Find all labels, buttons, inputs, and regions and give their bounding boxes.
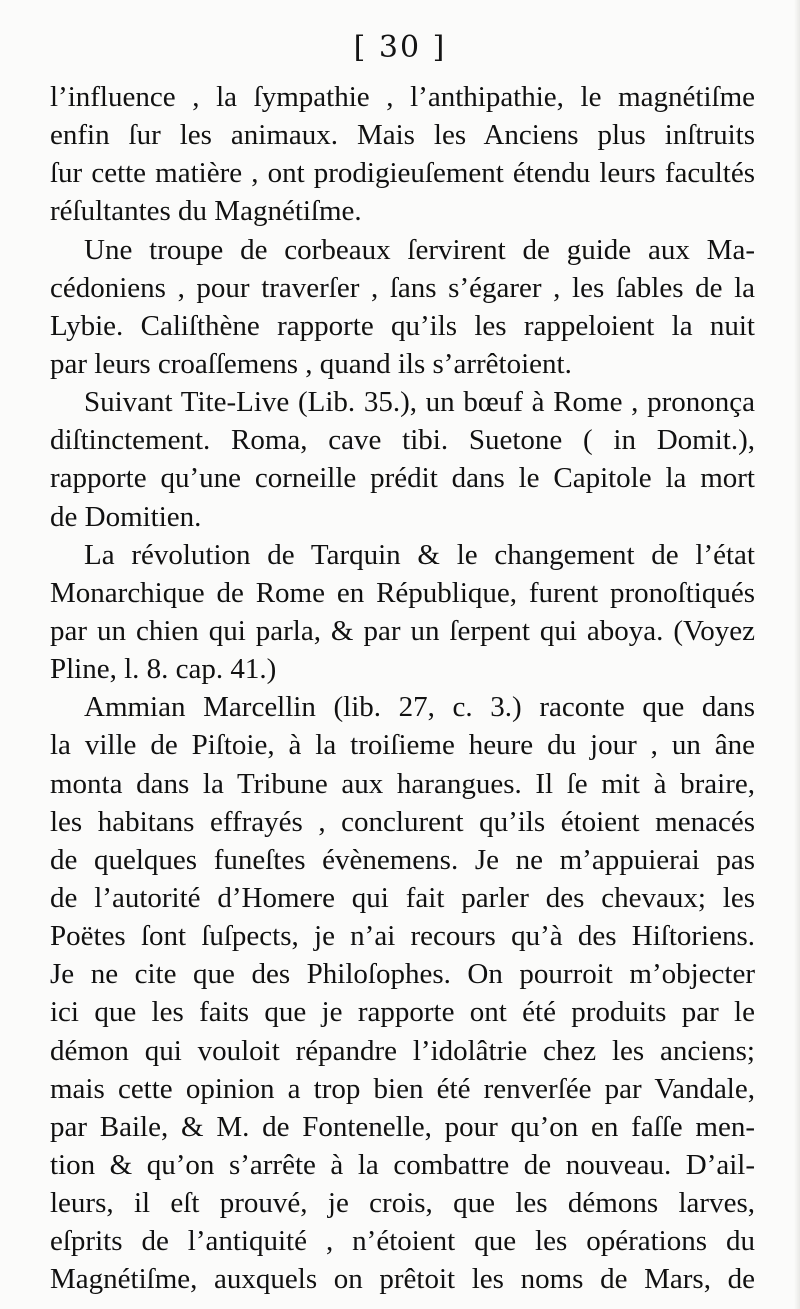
text-line: réſultantes du Magnétiſme. bbox=[50, 195, 362, 228]
text-line: mais cette opinion a trop bien été renverſée par Vandale, bbox=[50, 1072, 755, 1105]
page-number: [ 30 ] bbox=[353, 30, 447, 65]
text-line: par leurs croaſſemens , quand ils s’arrêtoient. bbox=[50, 347, 572, 380]
text-line: la ville de Piſtoie, à la troiſieme heure du jour , un âne bbox=[50, 729, 755, 762]
text-line: Pline, l. 8. cap. 41.) bbox=[50, 653, 277, 686]
text-line: Monarchique de Rome en République, furent pronoſtiqués bbox=[50, 576, 755, 609]
text-line: démon qui vouloit répandre l’idolâtrie chez les anciens; bbox=[50, 1034, 755, 1067]
text-line: par un chien qui parla, & par un ſerpent qui aboya. (Voyez bbox=[50, 614, 755, 647]
text-line: Je ne cite que des Philoſophes. On pourroit m’objecter bbox=[50, 958, 755, 991]
text-line: eſprits de l’antiquité , n’étoient que les opérations du bbox=[50, 1225, 755, 1258]
text-line: par Baile, & M. de Fontenelle, pour qu’on en faſſe men- bbox=[50, 1110, 755, 1143]
text-line: l’influence , la ſympathie , l’anthipathie, le magnétiſme bbox=[50, 81, 755, 113]
text-line: leurs, il eſt prouvé, je crois, que les démons larves, bbox=[50, 1187, 755, 1220]
text-line: Lybie. Caliſthène rapporte qu’ils les rappeloient la nuit bbox=[50, 309, 755, 342]
text-line: de Domitien. bbox=[50, 500, 202, 533]
text-line: de quelques funeſtes évènemens. Je ne m’appuierai pas bbox=[50, 843, 755, 876]
body-text bbox=[50, 78, 755, 1299]
text-line: rapporte qu’une corneille prédit dans le Capitole la mort bbox=[50, 462, 755, 495]
text-line: les habitans effrayés , conclurent qu’ils étoient menacés bbox=[50, 805, 755, 838]
text-line: La révolution de Tarquin & le changement de l’état bbox=[84, 538, 755, 571]
text-line: cédoniens , pour traverſer , ſans s’égarer , les ſables de la bbox=[50, 271, 755, 304]
text-line: Ammian Marcellin (lib. 27, c. 3.) raconte que dans bbox=[84, 691, 755, 724]
text-line: monta dans la Tribune aux harangues. Il ſe mit à braire, bbox=[50, 767, 755, 800]
text-line: enfin ſur les animaux. Mais les Anciens plus inſtruits bbox=[50, 119, 755, 152]
text-line: Poëtes ſont ſuſpects, je n’ai recours qu’à des Hiſtoriens. bbox=[50, 920, 755, 953]
text-line: Une troupe de corbeaux ſervirent de guide aux Ma- bbox=[84, 233, 755, 266]
text-line: ici que les faits que je rapporte ont été produits par le bbox=[50, 996, 755, 1029]
page-edge-shadow bbox=[794, 0, 800, 1309]
text-line: ſur cette matière , ont prodigieuſement étendu leurs facultés bbox=[50, 157, 755, 190]
text-line: Suivant Tite-Live (Lib. 35.), un bœuf à Rome , prononça bbox=[84, 386, 755, 419]
text-line: Magnétiſme, auxquels on prêtoit les noms de Mars, de bbox=[50, 1263, 755, 1296]
text-line: tion & qu’on s’arrête à la combattre de nouveau. D’ail- bbox=[50, 1148, 755, 1181]
text-line: diſtinctement. Roma, cave tibi. Suetone ( in Domit.), bbox=[50, 424, 755, 457]
text-line: de l’autorité d’Homere qui fait parler des chevaux; les bbox=[50, 881, 755, 914]
